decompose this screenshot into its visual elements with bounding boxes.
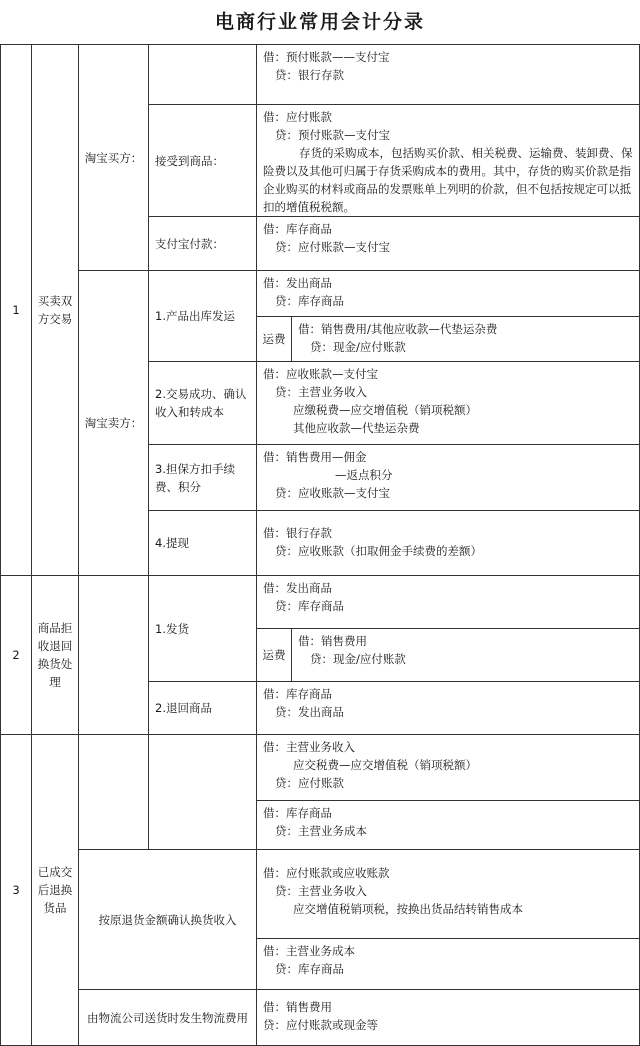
role-seller: 淘宝卖方： [78, 270, 149, 576]
item-s3-logistics: 由物流公司送货时发生物流费用 [78, 989, 257, 1046]
blank-cell [78, 734, 149, 850]
entry-cell: 借：销售费用—佣金 —返点积分 贷：应收账款—支付宝 [256, 444, 640, 511]
item-guarantee: 3.担保方扣手续费、积分 [148, 444, 257, 511]
item-s2-return: 2.退回商品 [148, 681, 257, 735]
item-ship: 1.产品出库发运 [148, 270, 257, 362]
item-receive-goods: 接受到商品： [148, 104, 257, 217]
entry-cell: 借：销售费用 贷：现金/应付账款 [291, 628, 640, 682]
item-s3-exchange: 按原退货金额确认换货收入 [78, 849, 257, 990]
entry-cell: 借：发出商品 贷：库存商品 [256, 270, 640, 317]
entry-cell: 借：销售费用/其他应收款—代垫运杂费 贷：现金/应付账款 [291, 316, 640, 362]
entry-cell: 借：发出商品 贷：库存商品 [256, 575, 640, 629]
section-name: 商品拒收退回换货处理 [31, 575, 79, 735]
entry-cell: 借：库存商品 贷：发出商品 [256, 681, 640, 735]
page-title: 电商行业常用会计分录 [214, 11, 425, 33]
section-number: 1 [0, 44, 32, 576]
entry-cell: 借：应收账款—支付宝 贷：主营业务收入 应缴税费—应交增值税（销项税额） 其他应收款—代垫运杂费 [256, 361, 640, 445]
freight-label: 运费 [256, 628, 292, 682]
blank-cell [78, 575, 149, 735]
section-number: 3 [0, 734, 32, 1046]
entry-cell: 借：主营业务成本 贷：库存商品 [256, 938, 640, 990]
entry-cell: 借：库存商品 贷：应付账款—支付宝 [256, 216, 640, 271]
section-number: 2 [0, 575, 32, 735]
entry-cell: 借：银行存款 贷：应收账款（扣取佣金手续费的差额） [256, 510, 640, 576]
entry-cell: 借：主营业务收入 应交税费—应交增值税（销项税额） 贷：应付账款 [256, 734, 640, 801]
item-s2-ship: 1.发货 [148, 575, 257, 682]
entry-cell: 借：预付账款——支付宝 贷：银行存款 [256, 44, 640, 105]
item-withdraw: 4.提现 [148, 510, 257, 576]
entry-cell: 借：应付账款 贷：预付账款—支付宝 存货的采购成本，包括购买价款、相关税费、运输费、装卸费、保险费以及其他可归属于存货采购成本的费用。其中，存货的购买价款是指企业购买的材料或商品的发票账单上列明的价款，但不包括按规定可以抵扣的增值税税额。 [256, 104, 640, 217]
blank-cell [148, 734, 257, 850]
item-alipay-pay: 支付宝付款： [148, 216, 257, 271]
item-complete: 2.交易成功、确认收入和转成本 [148, 361, 257, 445]
entry-cell: 借：应付账款或应收账款 贷：主营业务收入 应交增值税销项税，按换出货品结转销售成本 [256, 849, 640, 939]
section-name: 已成交后退换货品 [31, 734, 79, 1046]
section-name: 买卖双方交易 [31, 44, 79, 576]
blank-cell [148, 44, 257, 105]
role-buyer: 淘宝买方： [78, 44, 149, 271]
freight-label: 运费 [256, 316, 292, 362]
entry-cell: 借：销售费用 贷：应付账款或现金等 [256, 989, 640, 1046]
entry-cell: 借：库存商品 贷：主营业务成本 [256, 800, 640, 850]
